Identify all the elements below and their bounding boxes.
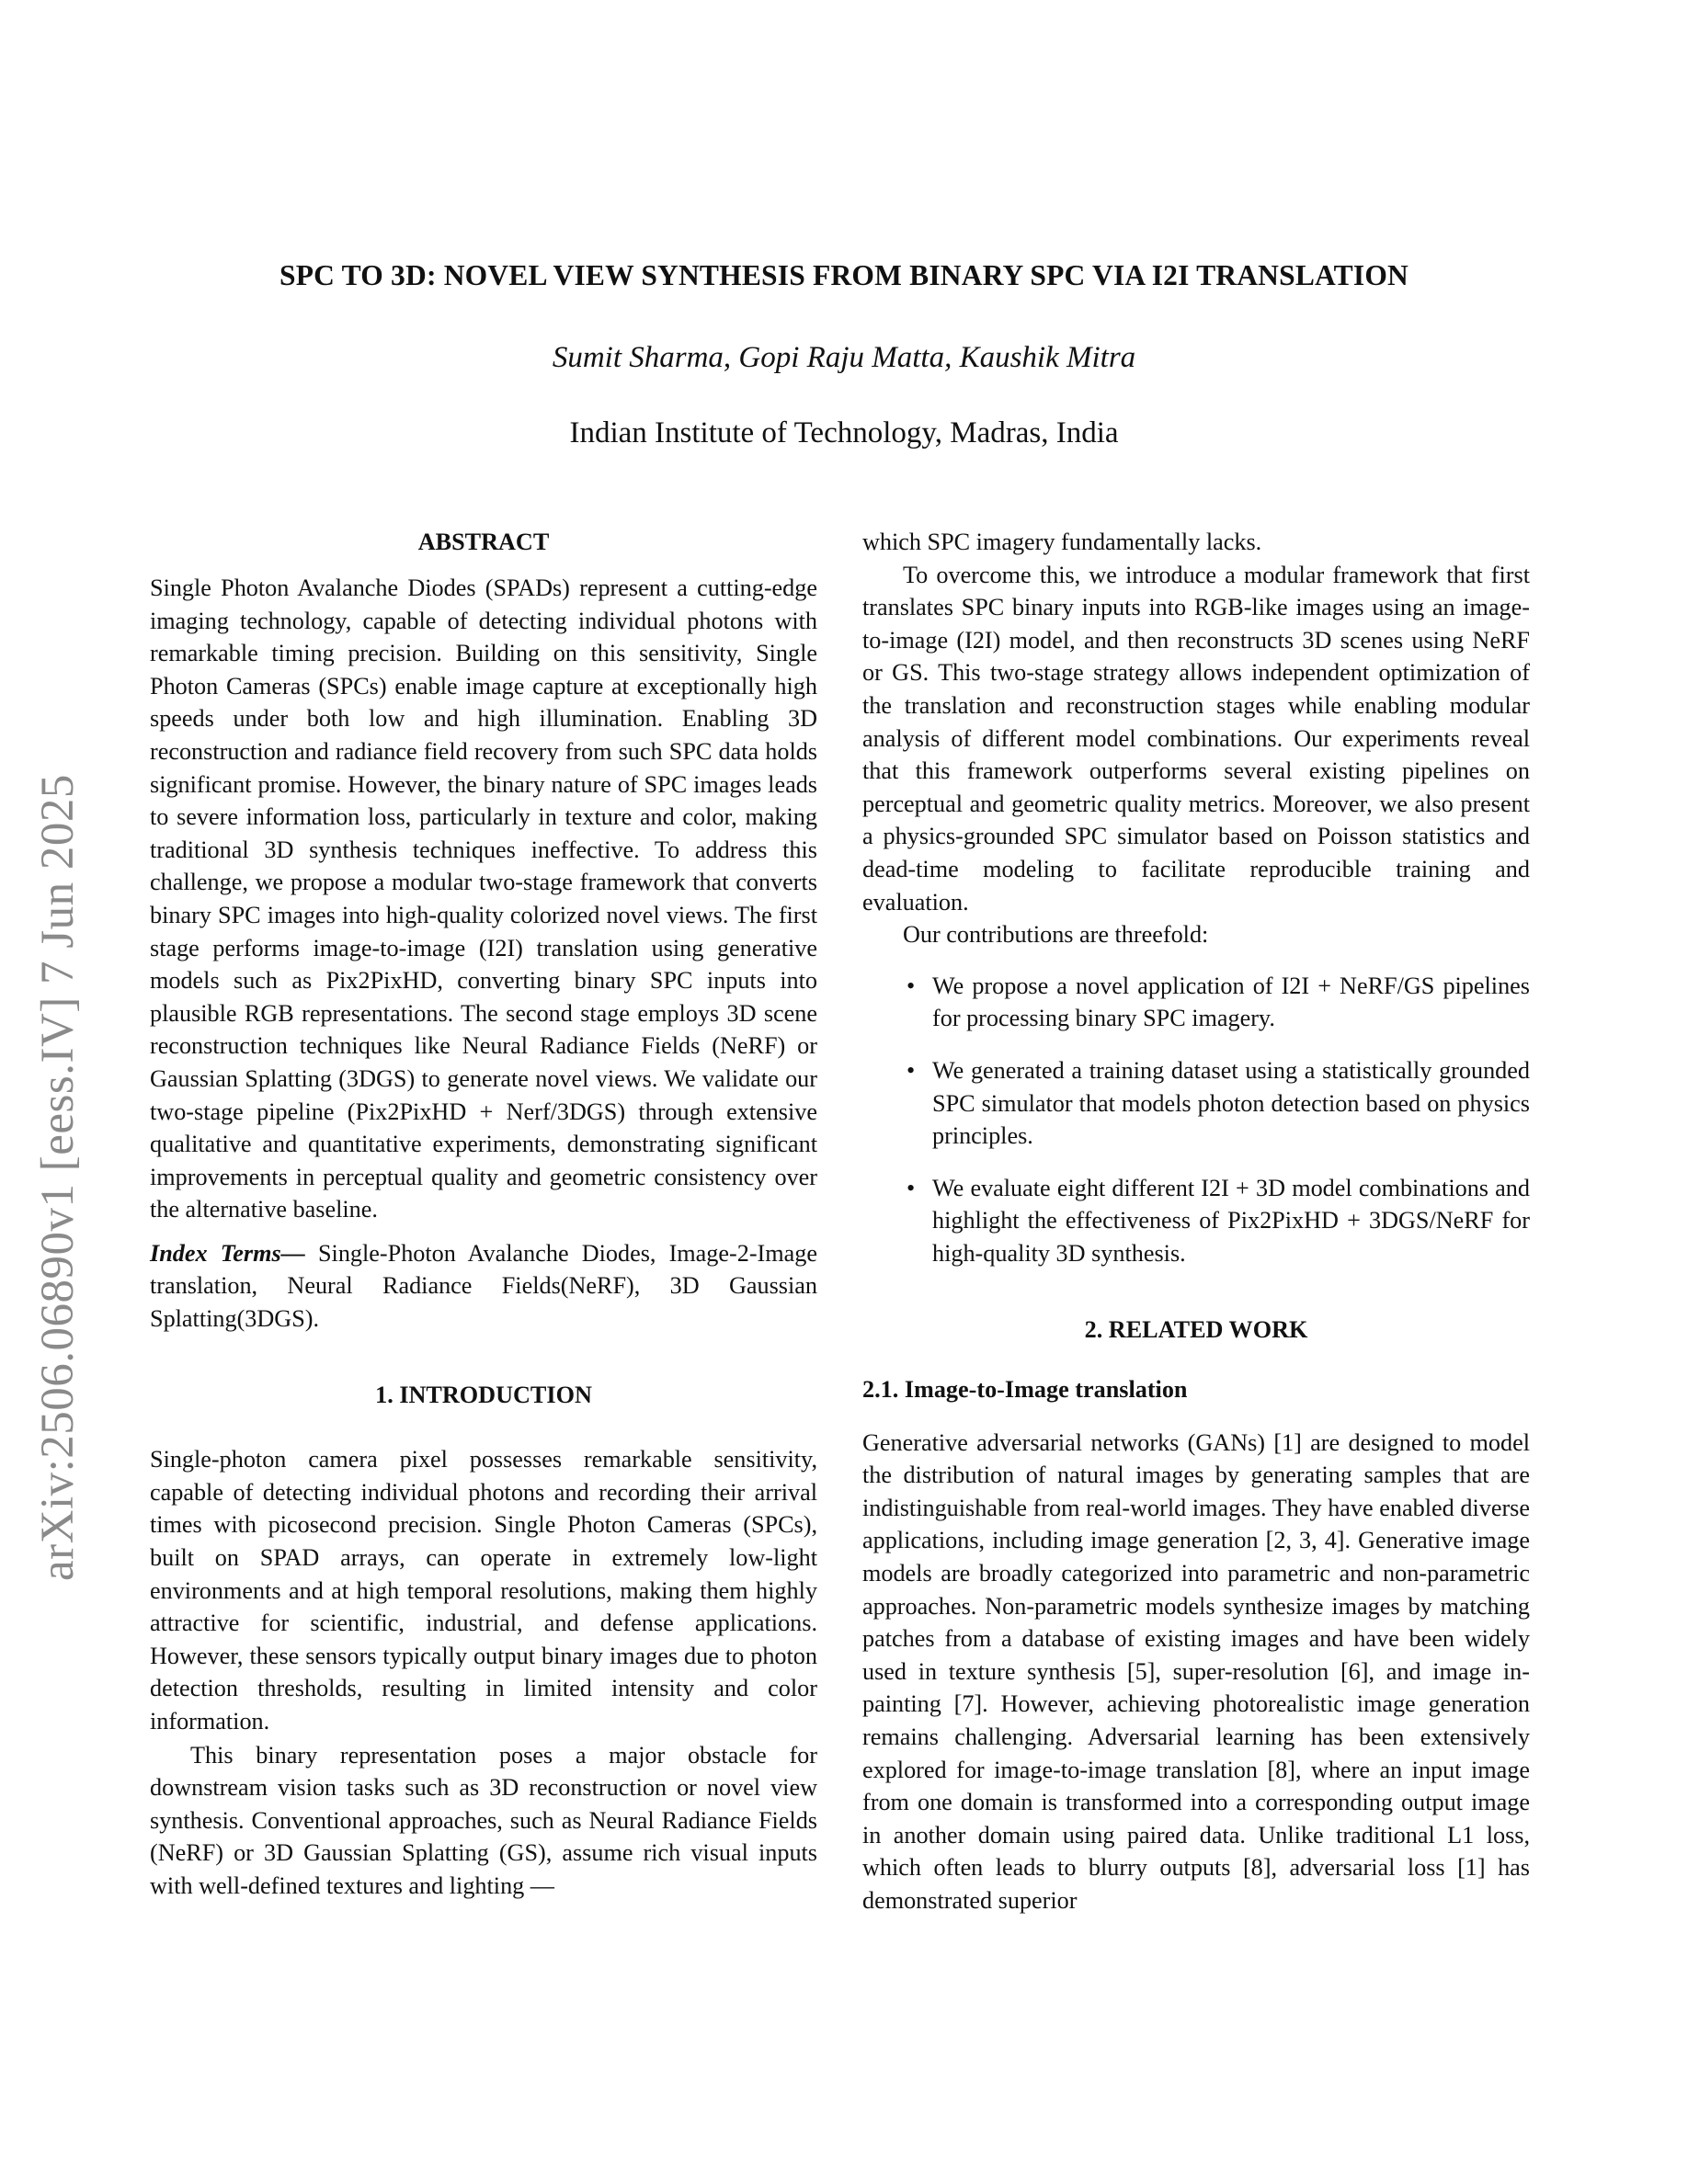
intro-paragraph-2: This binary representation poses a major obstacle for downstream vision tasks such as 3D reconstruction or novel view synthesis. Conventional approaches, such as Neural Radiance Fields (NeRF) or 3D Gaussian Splatting (GS), assume rich visual inputs with well-defined textures and lighting — (150, 1741, 817, 1899)
list-item: • We generated a training dataset using a statistically grounded SPC simulator that models photon detection based on physics principles. (862, 1054, 1530, 1153)
index-terms (150, 1237, 817, 1336)
list-item: • We evaluate eight different I2I + 3D model combinations and highlight the effectiveness of Pix2PixHD + 3DGS/NeRF for high-quality 3D synthesis. (862, 1172, 1530, 1270)
index-terms-label: Index Terms— (150, 1239, 305, 1267)
bullet-glyph: • (907, 972, 916, 999)
intro-paragraph-1: Single-photon camera pixel possesses remarkable sensitivity, capable of detecting individual photons and recording their arrival times with picosecond precision. Single Photon Cameras (SPCs), built on SPAD arrays, can operate in extremely low-light environments and at high temporal resolutions, making them highly attractive for scientific, industrial, and defense applications. However, these sensors typically output binary images due to photon detection thresholds, resulting in limited intensity and color information. (150, 1446, 817, 1735)
list-item: • We propose a novel application of I2I + NeRF/GS pipelines for processing binary SPC imagery. (862, 970, 1530, 1035)
intro-heading: 1. INTRODUCTION (375, 1381, 592, 1408)
related-work-heading: 2. RELATED WORK (1084, 1316, 1308, 1344)
abstract-heading: ABSTRACT (417, 529, 550, 555)
index-terms-text: Single-Photon Avalanche Diodes, Image-2-Image translation, Neural Radiance Fields(NeRF), 3D Gaussian Splatting(3DGS). (150, 1239, 817, 1333)
bullet-glyph: • (907, 1174, 916, 1201)
paper-authors: Sumit Sharma, Gopi Raju Matta, Kaushik Mitra (552, 341, 1136, 374)
abstract-text: Single Photon Avalanche Diodes (SPADs) represent a cutting-edge imaging technology, capable of detecting individual photons with remarkable timing precision. Building on this sensitivity, Single Photon Cameras (SPCs) enable image capture at exceptionally high speeds under both low and high illumination. Enabling 3D reconstruction and radiance field recovery from such SPC data holds significant promise. However, the binary nature of SPC images leads to severe information loss, particularly in texture and color, making traditional 3D synthesis techniques ineffective. To address this challenge, we propose a modular two-stage framework that converts binary SPC images into high-quality colorized novel views. The first stage performs image-to-image (I2I) translation using generative models such as Pix2PixHD, converting binary SPC inputs into plausible RGB representations. The second stage employs 3D scene reconstruction techniques like Neural Radiance Fields (NeRF) or Gaussian Splatting (3DGS) to generate novel views. We validate our two-stage pipeline (Pix2PixHD + Nerf/3DGS) through extensive qualitative and quantitative experiments, demonstrating significant improvements in perceptual quality and geometric consistency over the alternative baseline. (150, 574, 817, 1223)
intro-paragraph-3: To overcome this, we introduce a modular framework that first translates SPC binary inputs into RGB-like images using an image-to-image (I2I) model, and then reconstructs 3D scenes using NeRF or GS. This two-stage strategy allows independent optimization of the translation and reconstruction stages while enabling modular analysis of different model combinations. Our experiments reveal that this framework outperforms several existing pipelines on perceptual and geometric quality metrics. Moreover, we also present a physics-grounded SPC simulator based on Poisson statistics and dead-time modeling to facilitate reproducible training and evaluation. (862, 561, 1530, 916)
left-column (150, 572, 817, 1903)
paper-affiliation: Indian Institute of Technology, Madras, India (569, 416, 1119, 449)
arxiv-identifier: arXiv:2506.06890v1 [eess.IV] 7 Jun 2025 (32, 774, 84, 1581)
right-column (862, 526, 1530, 1917)
intro-paragraph-2-continued: which SPC imagery fundamentally lacks. (862, 529, 1262, 555)
intro-paragraph-4: Our contributions are threefold: (903, 921, 1209, 949)
paper-title: SPC TO 3D: NOVEL VIEW SYNTHESIS FROM BINARY SPC VIA I2I TRANSLATION (279, 259, 1409, 291)
bullet-glyph: • (907, 1056, 916, 1084)
subsection-heading: 2.1. Image-to-Image translation (862, 1376, 1188, 1404)
contributions-list (862, 970, 1530, 1270)
related-paragraph-1: Generative adversarial networks (GANs) [1] are designed to model the distribution of natural images by generating samples that are indistinguishable from real-world images. They have enabled diverse applications, including image generation [2, 3, 4]. Generative image models are broadly categorized into parametric and non-parametric approaches. Non-parametric models synthesize images by matching patches from a database of existing images and have been widely used in texture synthesis [5], super-resolution [6], and image in-painting [7]. However, achieving photorealistic image generation remains challenging. Adversarial learning has been extensively explored for image-to-image translation [8], where an input image from one domain is transformed into a corresponding output image in another domain using paired data. Unlike traditional L1 loss, which often leads to blurry outputs [8], adversarial loss [1] has demonstrated superior (862, 1428, 1530, 1914)
